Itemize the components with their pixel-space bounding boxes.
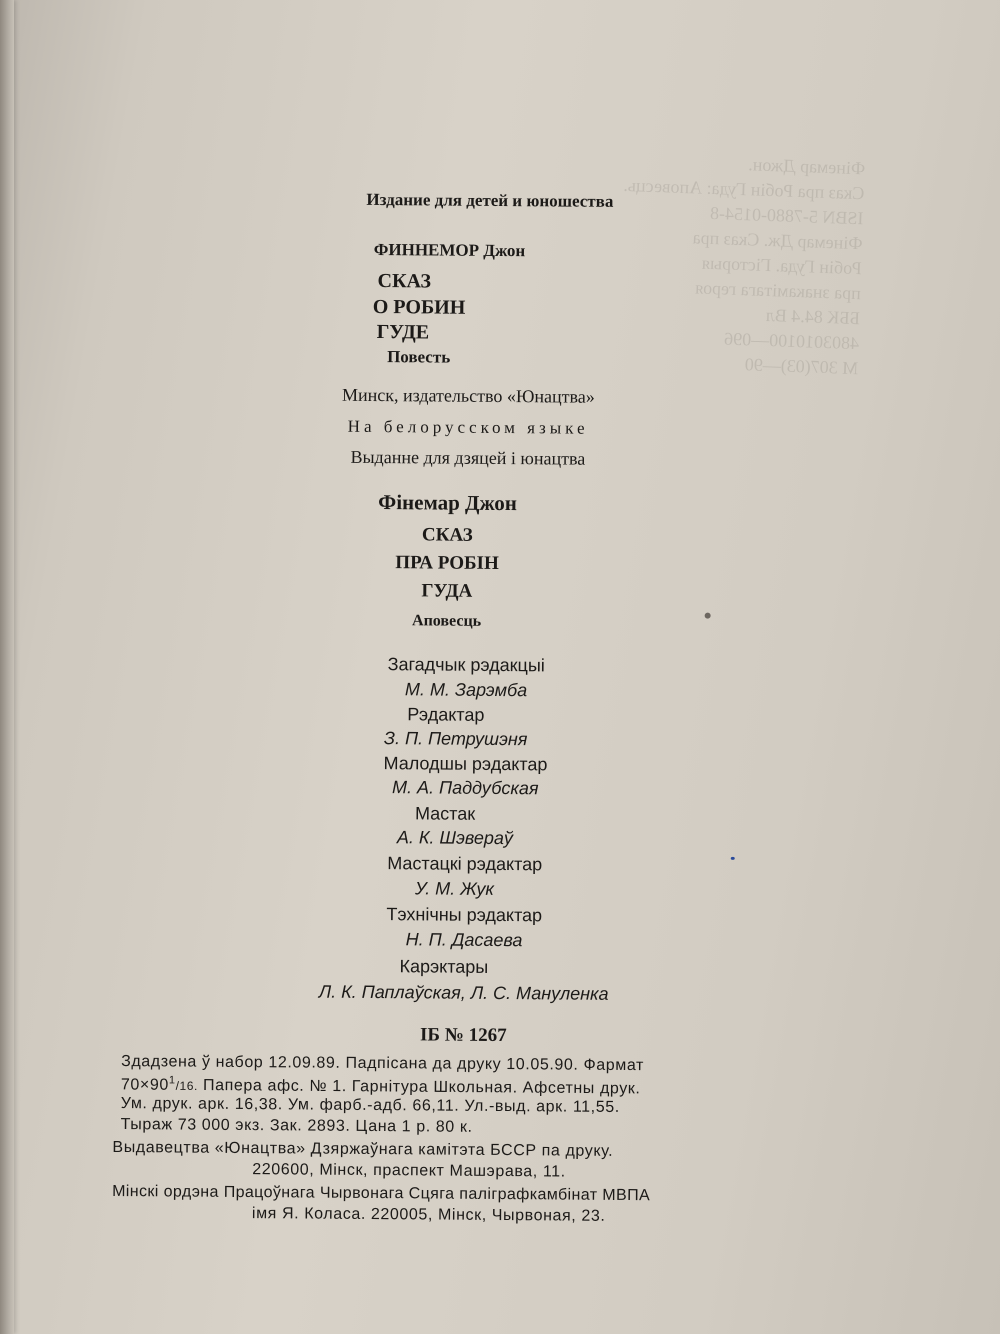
by-title-line-2: ПРА РОБІН (395, 552, 499, 574)
credit-role-7: Карэктары (399, 956, 489, 977)
imprint-line-7: Мінскі ордэна Працоўнага Чырвонага Сцяга паліграфкамбінат МВПА (112, 1182, 651, 1205)
ru-title-line-2: О РОБИН (372, 295, 466, 319)
credit-role-1: Загадчык рэдакцыі (387, 654, 545, 676)
credit-name-5: У. М. Жук (414, 878, 495, 899)
ink-speck (731, 857, 735, 860)
format-denominator: /16. (175, 1078, 199, 1093)
ru-genre: Повесть (387, 347, 451, 367)
credit-name-7: Л. К. Паплаўская, Л. С. Мануленка (318, 981, 609, 1004)
by-genre: Аповесць (411, 612, 482, 630)
show-through-text: Фінемар Джон. Сказ пра Робін Гуда: Аповесць. ISBN 5-7880-0154-8 Фінемар Дж. Сказ пра Робін Гуда. Гісторыя пра знакамітага героя ББК 84.4 Вл 4803010100—096 М 307(03)—90 (623, 154, 866, 379)
credit-role-4: Мастак (414, 803, 476, 824)
imprint-line-1: Здадзена ў набор 12.09.89. Падпісана да друку 10.05.90. Фармат (121, 1053, 645, 1075)
format-superscript: 1 (168, 1074, 176, 1087)
imprint-line-2: Папера афс. № 1. Гарнітура Школьная. Афсетны друк. (203, 1077, 641, 1098)
ru-title-line-1: СКАЗ (377, 270, 432, 293)
credit-name-2: З. П. Петрушэня (383, 728, 528, 750)
by-title-line-1: СКАЗ (421, 524, 473, 546)
credit-role-5: Мастацкі рэдактар (387, 853, 543, 875)
colophon-page (112, 188, 820, 1233)
credit-name-1: М. М. Зарэмба (404, 679, 528, 701)
ib-number: ІБ № 1267 (419, 1024, 507, 1047)
credit-name-6: Н. П. Дасаева (405, 929, 523, 951)
credit-name-4: А. К. Шэвераў (396, 827, 514, 849)
credit-role-2: Рэдактар (407, 704, 485, 725)
credit-name-3: М. А. Паддубская (392, 777, 539, 799)
imprint-line-6: 220600, Мінск, праспект Машэрава, 11. (252, 1161, 566, 1181)
book-spine-edge (0, 0, 14, 1334)
by-edition-note: Выданне для дзяцей і юнацтва (350, 446, 586, 469)
by-author: Фінемар Джон (378, 490, 517, 516)
ru-edition-note: Издание для детей и юношества (366, 189, 614, 211)
credit-role-3: Малодшы рэдактар (383, 753, 548, 775)
ru-author: ФИННЕМОР Джон (373, 239, 526, 261)
imprint-line-5: Выдавецтва «Юнацтва» Дзяржаўнага камітэта БССР па друку. (112, 1138, 614, 1160)
ru-title-line-3: ГУДЕ (376, 321, 430, 344)
imprint-line-3: Ум. друк. арк. 16,38. Ум. фарб.-адб. 66,11. Ул.-выд. арк. 11,55. (120, 1095, 620, 1116)
imprint-line-4: Тыраж 73 000 экз. Зак. 2893. Цана 1 р. 80 к. (120, 1116, 473, 1136)
ru-language-note: На белорусском языке (347, 416, 589, 438)
format-value: 70×90 (120, 1076, 169, 1094)
paper-speck (705, 613, 711, 619)
by-title-line-3: ГУДА (421, 580, 473, 602)
credit-role-6: Тэхнічны рэдактар (386, 904, 543, 926)
imprint-line-8: імя Я. Коласа. 220005, Мінск, Чырвоная, 23. (251, 1205, 606, 1225)
ru-publisher-line: Минск, издательство «Юнацтва» (341, 384, 595, 407)
